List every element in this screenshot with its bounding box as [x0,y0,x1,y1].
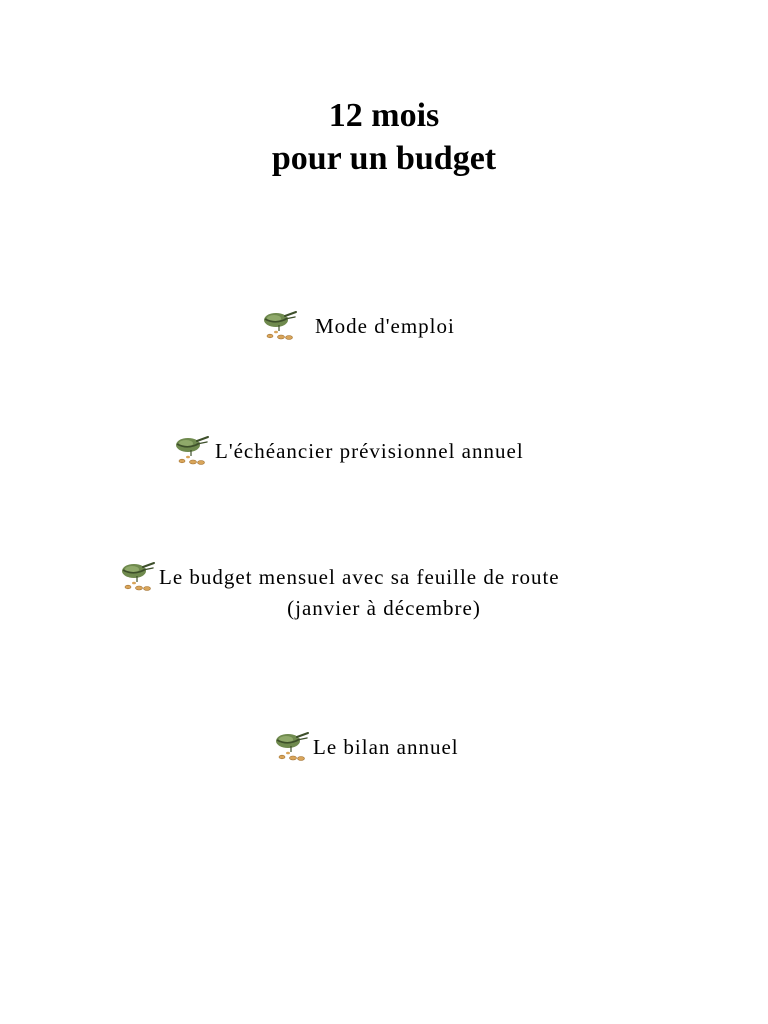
document-title-line2: pour un budget [271,140,497,177]
toc-entry-mode-emploi[interactable] [261,312,455,342]
money-bag-icon [261,310,299,342]
toc-entry-bilan-annuel[interactable] [273,733,459,763]
document-title-line1: 12 mois [328,97,440,134]
toc-entry-label: Le bilan annuel [313,735,459,759]
toc-entry-echeancier[interactable] [173,437,524,467]
money-bag-icon [273,731,311,763]
toc-entry-label: Le budget mensuel avec sa feuille de route [159,565,560,589]
toc-entry-budget-mensuel[interactable] [119,563,560,593]
money-bag-icon [173,435,211,467]
toc-entry-label-continuation: (janvier à décembre) [287,596,481,620]
toc-entry-label: L'échéancier prévisionnel annuel [215,439,524,463]
toc-entry-label: Mode d'emploi [315,314,455,338]
money-bag-icon [119,561,157,593]
